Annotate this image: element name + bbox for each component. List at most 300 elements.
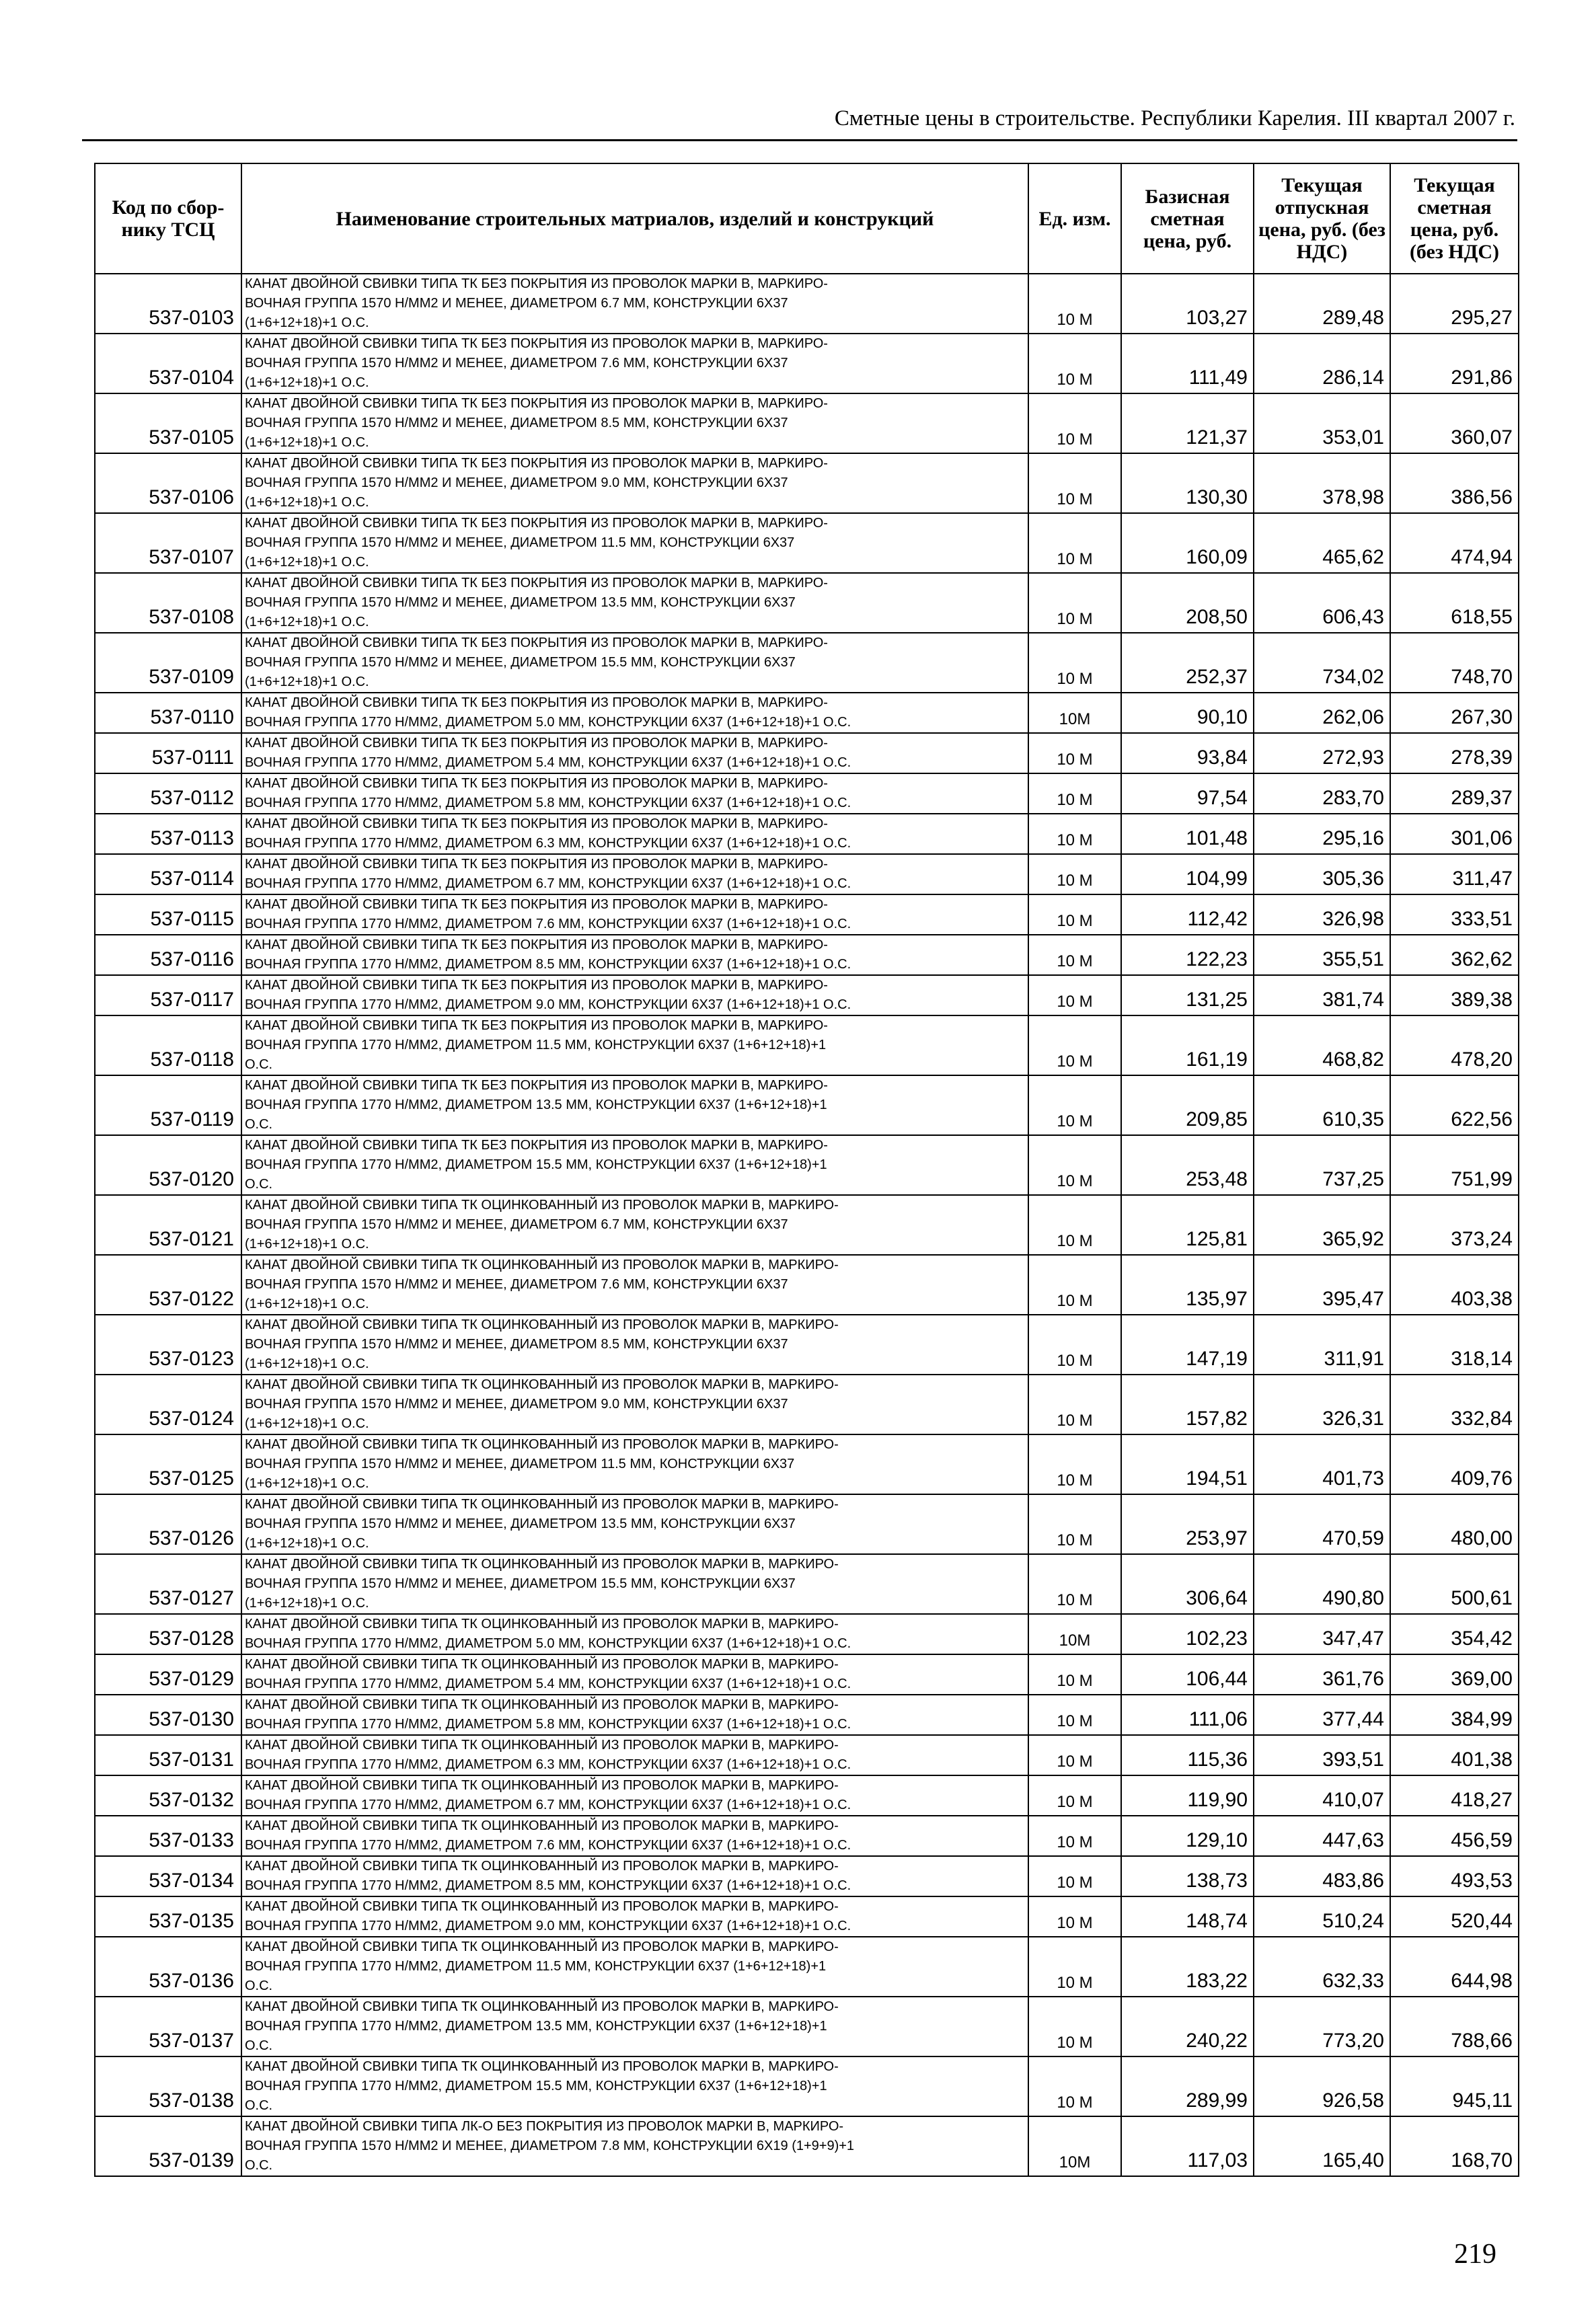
release-price: 283,70 <box>1254 773 1390 814</box>
base-price: 147,19 <box>1121 1315 1254 1375</box>
base-price: 111,49 <box>1121 334 1254 393</box>
unit-of-measure: 10 М <box>1028 633 1121 693</box>
release-price: 326,98 <box>1254 894 1390 935</box>
release-price: 773,20 <box>1254 1997 1390 2056</box>
current-price: 168,70 <box>1390 2116 1519 2176</box>
material-code: 537-0117 <box>95 975 241 1015</box>
material-name <box>241 1997 1028 2056</box>
material-name-line: ВОЧНАЯ ГРУППА 1570 Н/ММ2 И МЕНЕЕ, ДИАМЕТРОМ 6.7 ММ, КОНСТРУКЦИИ 6Х37 <box>245 296 788 311</box>
base-price: 122,23 <box>1121 935 1254 975</box>
material-name <box>241 1015 1028 1075</box>
current-price: 386,56 <box>1390 453 1519 513</box>
material-name <box>241 1375 1028 1434</box>
material-name <box>241 1195 1028 1255</box>
material-code: 537-0125 <box>95 1434 241 1494</box>
table-row <box>95 1654 1519 1695</box>
material-name-line: ВОЧНАЯ ГРУППА 1770 Н/ММ2, ДИАМЕТРОМ 5.0 ММ, КОНСТРУКЦИИ 6Х37 (1+6+12+18)+1 О.С. <box>245 715 851 730</box>
material-code: 537-0114 <box>95 854 241 894</box>
material-code: 537-0126 <box>95 1494 241 1554</box>
material-name-line: КАНАТ ДВОЙНОЙ СВИВКИ ТИПА ТК БЕЗ ПОКРЫТИЯ ИЗ ПРОВОЛОК МАРКИ В, МАРКИРО- <box>245 396 828 411</box>
material-name <box>241 1816 1028 1856</box>
unit-of-measure: 10 М <box>1028 1195 1121 1255</box>
material-name-line: ВОЧНАЯ ГРУППА 1770 Н/ММ2, ДИАМЕТРОМ 5.8 ММ, КОНСТРУКЦИИ 6Х37 (1+6+12+18)+1 О.С. <box>245 1717 851 1732</box>
material-code: 537-0116 <box>95 935 241 975</box>
release-price: 734,02 <box>1254 633 1390 693</box>
table-row <box>95 1434 1519 1494</box>
table-row <box>95 733 1519 773</box>
material-code: 537-0128 <box>95 1614 241 1654</box>
material-name-line: ВОЧНАЯ ГРУППА 1770 Н/ММ2, ДИАМЕТРОМ 11.5 ММ, КОНСТРУКЦИИ 6Х37 (1+6+12+18)+1 <box>245 1038 827 1052</box>
material-name-line: КАНАТ ДВОЙНОЙ СВИВКИ ТИПА ТК БЕЗ ПОКРЫТИЯ ИЗ ПРОВОЛОК МАРКИ В, МАРКИРО- <box>245 937 828 952</box>
unit-of-measure: 10 М <box>1028 894 1121 935</box>
unit-of-measure: 10 М <box>1028 1896 1121 1937</box>
material-name-line: ВОЧНАЯ ГРУППА 1570 Н/ММ2 И МЕНЕЕ, ДИАМЕТРОМ 9.0 ММ, КОНСТРУКЦИИ 6Х37 <box>245 1397 788 1412</box>
material-code: 537-0127 <box>95 1554 241 1614</box>
material-name-line: ВОЧНАЯ ГРУППА 1770 Н/ММ2, ДИАМЕТРОМ 15.5 ММ, КОНСТРУКЦИИ 6Х37 (1+6+12+18)+1 <box>245 2079 827 2093</box>
current-price: 456,59 <box>1390 1816 1519 1856</box>
table-row <box>95 2056 1519 2116</box>
base-price: 111,06 <box>1121 1695 1254 1735</box>
material-name <box>241 1735 1028 1775</box>
material-name <box>241 1896 1028 1937</box>
material-name-line: ВОЧНАЯ ГРУППА 1570 Н/ММ2 И МЕНЕЕ, ДИАМЕТРОМ 8.5 ММ, КОНСТРУКЦИИ 6Х37 <box>245 1337 788 1352</box>
material-name <box>241 1434 1028 1494</box>
table-row <box>95 1195 1519 1255</box>
base-price: 253,48 <box>1121 1135 1254 1195</box>
release-price: 395,47 <box>1254 1255 1390 1315</box>
material-name-line: КАНАТ ДВОЙНОЙ СВИВКИ ТИПА ТК ОЦИНКОВАННЫЙ ИЗ ПРОВОЛОК МАРКИ В, МАРКИРО- <box>245 1738 839 1753</box>
unit-of-measure: 10 М <box>1028 1735 1121 1775</box>
current-price: 295,27 <box>1390 274 1519 334</box>
release-price: 272,93 <box>1254 733 1390 773</box>
material-name <box>241 814 1028 854</box>
base-price: 97,54 <box>1121 773 1254 814</box>
material-name-line: (1+6+12+18)+1 О.С. <box>245 435 369 450</box>
current-price: 401,38 <box>1390 1735 1519 1775</box>
unit-of-measure: 10М <box>1028 693 1121 733</box>
base-price: 101,48 <box>1121 814 1254 854</box>
material-name <box>241 1135 1028 1195</box>
base-price: 115,36 <box>1121 1735 1254 1775</box>
material-name-line: ВОЧНАЯ ГРУППА 1770 Н/ММ2, ДИАМЕТРОМ 6.3 ММ, КОНСТРУКЦИИ 6Х37 (1+6+12+18)+1 О.С. <box>245 836 851 851</box>
material-name-line: (1+6+12+18)+1 О.С. <box>245 375 369 390</box>
table-row <box>95 935 1519 975</box>
material-code: 537-0115 <box>95 894 241 935</box>
release-price: 361,76 <box>1254 1654 1390 1695</box>
unit-of-measure: 10 М <box>1028 1816 1121 1856</box>
material-code: 537-0124 <box>95 1375 241 1434</box>
release-price: 381,74 <box>1254 975 1390 1015</box>
table-row <box>95 1735 1519 1775</box>
table-row <box>95 814 1519 854</box>
current-price: 333,51 <box>1390 894 1519 935</box>
material-name-line: ВОЧНАЯ ГРУППА 1770 Н/ММ2, ДИАМЕТРОМ 9.0 ММ, КОНСТРУКЦИИ 6Х37 (1+6+12+18)+1 О.С. <box>245 997 851 1012</box>
table-row <box>95 1315 1519 1375</box>
material-code: 537-0133 <box>95 1816 241 1856</box>
material-name-line: ВОЧНАЯ ГРУППА 1570 Н/ММ2 И МЕНЕЕ, ДИАМЕТРОМ 15.5 ММ, КОНСТРУКЦИИ 6Х37 <box>245 1576 796 1591</box>
release-price: 326,31 <box>1254 1375 1390 1434</box>
material-name-line: О.С. <box>245 2098 273 2113</box>
material-name <box>241 1494 1028 1554</box>
material-name-line: (1+6+12+18)+1 О.С. <box>245 675 369 689</box>
material-name-line: ВОЧНАЯ ГРУППА 1770 Н/ММ2, ДИАМЕТРОМ 6.3 ММ, КОНСТРУКЦИИ 6Х37 (1+6+12+18)+1 О.С. <box>245 1757 851 1772</box>
release-price: 295,16 <box>1254 814 1390 854</box>
material-code: 537-0107 <box>95 513 241 573</box>
material-code: 537-0137 <box>95 1997 241 2056</box>
table-row <box>95 2116 1519 2176</box>
material-name-line: ВОЧНАЯ ГРУППА 1770 Н/ММ2, ДИАМЕТРОМ 8.5 ММ, КОНСТРУКЦИИ 6Х37 (1+6+12+18)+1 О.С. <box>245 957 851 972</box>
material-name-line: О.С. <box>245 1057 273 1072</box>
material-code: 537-0105 <box>95 393 241 453</box>
release-price: 347,47 <box>1254 1614 1390 1654</box>
col-header-base-price: Базисная сметная цена, руб. <box>1121 163 1254 274</box>
unit-of-measure: 10 М <box>1028 1856 1121 1896</box>
material-name-line: ВОЧНАЯ ГРУППА 1770 Н/ММ2, ДИАМЕТРОМ 13.5 ММ, КОНСТРУКЦИИ 6Х37 (1+6+12+18)+1 <box>245 1098 827 1112</box>
material-name-line: КАНАТ ДВОЙНОЙ СВИВКИ ТИПА ТК ОЦИНКОВАННЫЙ ИЗ ПРОВОЛОК МАРКИ В, МАРКИРО- <box>245 1818 839 1833</box>
material-code: 537-0111 <box>95 733 241 773</box>
material-name <box>241 1695 1028 1735</box>
col-header-code: Код по сбор-нику ТСЦ <box>95 163 241 274</box>
current-price: 318,14 <box>1390 1315 1519 1375</box>
base-price: 112,42 <box>1121 894 1254 935</box>
base-price: 306,64 <box>1121 1554 1254 1614</box>
base-price: 161,19 <box>1121 1015 1254 1075</box>
material-code: 537-0129 <box>95 1654 241 1695</box>
unit-of-measure: 10 М <box>1028 1135 1121 1195</box>
material-name-line: КАНАТ ДВОЙНОЙ СВИВКИ ТИПА ТК ОЦИНКОВАННЫЙ ИЗ ПРОВОЛОК МАРКИ В, МАРКИРО- <box>245 1258 839 1272</box>
material-name-line: ВОЧНАЯ ГРУППА 1770 Н/ММ2, ДИАМЕТРОМ 7.6 ММ, КОНСТРУКЦИИ 6Х37 (1+6+12+18)+1 О.С. <box>245 1838 851 1853</box>
col-header-current-price: Текущая сметная цена, руб. (без НДС) <box>1390 163 1519 274</box>
unit-of-measure: 10 М <box>1028 854 1121 894</box>
material-name-line: КАНАТ ДВОЙНОЙ СВИВКИ ТИПА ЛК-О БЕЗ ПОКРЫТИЯ ИЗ ПРОВОЛОК МАРКИ В, МАРКИРО- <box>245 2119 844 2134</box>
base-price: 135,97 <box>1121 1255 1254 1315</box>
material-code: 537-0113 <box>95 814 241 854</box>
col-header-unit: Ед. изм. <box>1028 163 1121 274</box>
base-price: 131,25 <box>1121 975 1254 1015</box>
page-number: 219 <box>1454 2239 1496 2270</box>
material-name-line: КАНАТ ДВОЙНОЙ СВИВКИ ТИПА ТК ОЦИНКОВАННЫЙ ИЗ ПРОВОЛОК МАРКИ В, МАРКИРО- <box>245 1657 839 1672</box>
current-price: 332,84 <box>1390 1375 1519 1434</box>
material-name <box>241 1775 1028 1816</box>
table-row <box>95 1135 1519 1195</box>
material-name-line: (1+6+12+18)+1 О.С. <box>245 1596 369 1611</box>
material-name <box>241 2056 1028 2116</box>
material-name-line: ВОЧНАЯ ГРУППА 1770 Н/ММ2, ДИАМЕТРОМ 13.5 ММ, КОНСТРУКЦИИ 6Х37 (1+6+12+18)+1 <box>245 2019 827 2034</box>
current-price: 301,06 <box>1390 814 1519 854</box>
release-price: 490,80 <box>1254 1554 1390 1614</box>
material-name <box>241 633 1028 693</box>
unit-of-measure: 10 М <box>1028 1375 1121 1434</box>
current-price: 618,55 <box>1390 573 1519 633</box>
material-name <box>241 733 1028 773</box>
release-price: 262,06 <box>1254 693 1390 733</box>
material-name-line: КАНАТ ДВОЙНОЙ СВИВКИ ТИПА ТК ОЦИНКОВАННЫЙ ИЗ ПРОВОЛОК МАРКИ В, МАРКИРО- <box>245 1999 839 2014</box>
table-row <box>95 274 1519 334</box>
unit-of-measure: 10 М <box>1028 1494 1121 1554</box>
current-price: 945,11 <box>1390 2056 1519 2116</box>
material-name-line: КАНАТ ДВОЙНОЙ СВИВКИ ТИПА ТК БЕЗ ПОКРЫТИЯ ИЗ ПРОВОЛОК МАРКИ В, МАРКИРО- <box>245 516 828 531</box>
material-name-line: (1+6+12+18)+1 О.С. <box>245 615 369 629</box>
release-price: 510,24 <box>1254 1896 1390 1937</box>
material-name-line: КАНАТ ДВОЙНОЙ СВИВКИ ТИПА ТК ОЦИНКОВАННЫЙ ИЗ ПРОВОЛОК МАРКИ В, МАРКИРО- <box>245 1377 839 1392</box>
base-price: 240,22 <box>1121 1997 1254 2056</box>
release-price: 737,25 <box>1254 1135 1390 1195</box>
material-name-line: КАНАТ ДВОЙНОЙ СВИВКИ ТИПА ТК ОЦИНКОВАННЫЙ ИЗ ПРОВОЛОК МАРКИ В, МАРКИРО- <box>245 1939 839 1954</box>
unit-of-measure: 10 М <box>1028 1315 1121 1375</box>
current-price: 788,66 <box>1390 1997 1519 2056</box>
material-name-line: ВОЧНАЯ ГРУППА 1570 Н/ММ2 И МЕНЕЕ, ДИАМЕТРОМ 7.6 ММ, КОНСТРУКЦИИ 6Х37 <box>245 1277 788 1292</box>
unit-of-measure: 10 М <box>1028 573 1121 633</box>
table-row <box>95 513 1519 573</box>
base-price: 209,85 <box>1121 1075 1254 1135</box>
material-name-line: КАНАТ ДВОЙНОЙ СВИВКИ ТИПА ТК БЕЗ ПОКРЫТИЯ ИЗ ПРОВОЛОК МАРКИ В, МАРКИРО- <box>245 576 828 590</box>
base-price: 138,73 <box>1121 1856 1254 1896</box>
material-code: 537-0136 <box>95 1937 241 1997</box>
unit-of-measure: 10 М <box>1028 1554 1121 1614</box>
material-name-line: (1+6+12+18)+1 О.С. <box>245 315 369 330</box>
material-code: 537-0135 <box>95 1896 241 1937</box>
material-name <box>241 1856 1028 1896</box>
unit-of-measure: 10 М <box>1028 1695 1121 1735</box>
release-price: 483,86 <box>1254 1856 1390 1896</box>
material-name-line: КАНАТ ДВОЙНОЙ СВИВКИ ТИПА ТК БЕЗ ПОКРЫТИЯ ИЗ ПРОВОЛОК МАРКИ В, МАРКИРО- <box>245 636 828 650</box>
material-name-line: (1+6+12+18)+1 О.С. <box>245 1476 369 1491</box>
material-name-line: ВОЧНАЯ ГРУППА 1570 Н/ММ2 И МЕНЕЕ, ДИАМЕТРОМ 9.0 ММ, КОНСТРУКЦИИ 6Х37 <box>245 475 788 490</box>
table-row <box>95 1937 1519 1997</box>
release-price: 468,82 <box>1254 1015 1390 1075</box>
material-name-line: КАНАТ ДВОЙНОЙ СВИВКИ ТИПА ТК БЕЗ ПОКРЫТИЯ ИЗ ПРОВОЛОК МАРКИ В, МАРКИРО- <box>245 776 828 791</box>
material-name-line: ВОЧНАЯ ГРУППА 1770 Н/ММ2, ДИАМЕТРОМ 6.7 ММ, КОНСТРУКЦИИ 6Х37 (1+6+12+18)+1 О.С. <box>245 876 851 891</box>
current-price: 389,38 <box>1390 975 1519 1015</box>
material-name-line: КАНАТ ДВОЙНОЙ СВИВКИ ТИПА ТК ОЦИНКОВАННЫЙ ИЗ ПРОВОЛОК МАРКИ В, МАРКИРО- <box>245 2059 839 2074</box>
material-name <box>241 1614 1028 1654</box>
material-name-line: КАНАТ ДВОЙНОЙ СВИВКИ ТИПА ТК БЕЗ ПОКРЫТИЯ ИЗ ПРОВОЛОК МАРКИ В, МАРКИРО- <box>245 897 828 912</box>
material-name-line: ВОЧНАЯ ГРУППА 1770 Н/ММ2, ДИАМЕТРОМ 6.7 ММ, КОНСТРУКЦИИ 6Х37 (1+6+12+18)+1 О.С. <box>245 1798 851 1812</box>
base-price: 104,99 <box>1121 854 1254 894</box>
material-name-line: ВОЧНАЯ ГРУППА 1570 Н/ММ2 И МЕНЕЕ, ДИАМЕТРОМ 8.5 ММ, КОНСТРУКЦИИ 6Х37 <box>245 416 788 430</box>
material-name <box>241 693 1028 733</box>
material-code: 537-0103 <box>95 274 241 334</box>
release-price: 632,33 <box>1254 1937 1390 1997</box>
table-body <box>95 274 1519 2176</box>
unit-of-measure: 10 М <box>1028 1075 1121 1135</box>
material-code: 537-0109 <box>95 633 241 693</box>
material-name <box>241 573 1028 633</box>
material-name-line: КАНАТ ДВОЙНОЙ СВИВКИ ТИПА ТК БЕЗ ПОКРЫТИЯ ИЗ ПРОВОЛОК МАРКИ В, МАРКИРО- <box>245 736 828 751</box>
material-name <box>241 453 1028 513</box>
unit-of-measure: 10 М <box>1028 814 1121 854</box>
release-price: 606,43 <box>1254 573 1390 633</box>
material-name <box>241 2116 1028 2176</box>
material-name <box>241 773 1028 814</box>
material-code: 537-0121 <box>95 1195 241 1255</box>
running-header: Сметные цены в строительстве. Республики Карелия. III квартал 2007 г. <box>834 106 1515 130</box>
material-name <box>241 1255 1028 1315</box>
material-name-line: ВОЧНАЯ ГРУППА 1770 Н/ММ2, ДИАМЕТРОМ 11.5 ММ, КОНСТРУКЦИИ 6Х37 (1+6+12+18)+1 <box>245 1959 827 1974</box>
material-name-line: КАНАТ ДВОЙНОЙ СВИВКИ ТИПА ТК ОЦИНКОВАННЫЙ ИЗ ПРОВОЛОК МАРКИ В, МАРКИРО- <box>245 1198 839 1213</box>
unit-of-measure: 10 М <box>1028 975 1121 1015</box>
material-name <box>241 1315 1028 1375</box>
release-price: 401,73 <box>1254 1434 1390 1494</box>
current-price: 480,00 <box>1390 1494 1519 1554</box>
current-price: 362,62 <box>1390 935 1519 975</box>
current-price: 493,53 <box>1390 1856 1519 1896</box>
material-name <box>241 1937 1028 1997</box>
material-code: 537-0122 <box>95 1255 241 1315</box>
current-price: 520,44 <box>1390 1896 1519 1937</box>
material-name-line: КАНАТ ДВОЙНОЙ СВИВКИ ТИПА ТК БЕЗ ПОКРЫТИЯ ИЗ ПРОВОЛОК МАРКИ В, МАРКИРО- <box>245 978 828 993</box>
current-price: 409,76 <box>1390 1434 1519 1494</box>
table-row <box>95 1775 1519 1816</box>
base-price: 102,23 <box>1121 1614 1254 1654</box>
release-price: 355,51 <box>1254 935 1390 975</box>
current-price: 478,20 <box>1390 1015 1519 1075</box>
material-name <box>241 894 1028 935</box>
base-price: 148,74 <box>1121 1896 1254 1937</box>
material-name-line: О.С. <box>245 1978 273 1993</box>
material-name <box>241 1554 1028 1614</box>
unit-of-measure: 10 М <box>1028 513 1121 573</box>
release-price: 378,98 <box>1254 453 1390 513</box>
base-price: 117,03 <box>1121 2116 1254 2176</box>
base-price: 93,84 <box>1121 733 1254 773</box>
material-name <box>241 1075 1028 1135</box>
release-price: 365,92 <box>1254 1195 1390 1255</box>
base-price: 125,81 <box>1121 1195 1254 1255</box>
material-name <box>241 334 1028 393</box>
unit-of-measure: 10 М <box>1028 1654 1121 1695</box>
current-price: 748,70 <box>1390 633 1519 693</box>
release-price: 165,40 <box>1254 2116 1390 2176</box>
release-price: 393,51 <box>1254 1735 1390 1775</box>
material-name-line: ВОЧНАЯ ГРУППА 1770 Н/ММ2, ДИАМЕТРОМ 5.4 ММ, КОНСТРУКЦИИ 6Х37 (1+6+12+18)+1 О.С. <box>245 755 851 770</box>
current-price: 644,98 <box>1390 1937 1519 1997</box>
header-row <box>95 163 1519 274</box>
material-name <box>241 975 1028 1015</box>
unit-of-measure: 10М <box>1028 1614 1121 1654</box>
table-row <box>95 1255 1519 1315</box>
material-name-line: КАНАТ ДВОЙНОЙ СВИВКИ ТИПА ТК БЕЗ ПОКРЫТИЯ ИЗ ПРОВОЛОК МАРКИ В, МАРКИРО- <box>245 336 828 351</box>
material-name-line: КАНАТ ДВОЙНОЙ СВИВКИ ТИПА ТК ОЦИНКОВАННЫЙ ИЗ ПРОВОЛОК МАРКИ В, МАРКИРО- <box>245 1899 839 1914</box>
material-name-line: (1+6+12+18)+1 О.С. <box>245 495 369 510</box>
material-name <box>241 935 1028 975</box>
unit-of-measure: 10М <box>1028 2116 1121 2176</box>
table-row <box>95 1015 1519 1075</box>
header-rule <box>82 139 1517 141</box>
material-name-line: КАНАТ ДВОЙНОЙ СВИВКИ ТИПА ТК БЕЗ ПОКРЫТИЯ ИЗ ПРОВОЛОК МАРКИ В, МАРКИРО- <box>245 695 828 710</box>
material-name-line: ВОЧНАЯ ГРУППА 1570 Н/ММ2 И МЕНЕЕ, ДИАМЕТРОМ 11.5 ММ, КОНСТРУКЦИИ 6Х37 <box>245 535 795 550</box>
table-row <box>95 334 1519 393</box>
table-row <box>95 1896 1519 1937</box>
material-name-line: КАНАТ ДВОЙНОЙ СВИВКИ ТИПА ТК ОЦИНКОВАННЫЙ ИЗ ПРОВОЛОК МАРКИ В, МАРКИРО- <box>245 1557 839 1572</box>
current-price: 622,56 <box>1390 1075 1519 1135</box>
material-name-line: ВОЧНАЯ ГРУППА 1570 Н/ММ2 И МЕНЕЕ, ДИАМЕТРОМ 7.6 ММ, КОНСТРУКЦИИ 6Х37 <box>245 356 788 371</box>
material-name-line: (1+6+12+18)+1 О.С. <box>245 1297 369 1311</box>
current-price: 369,00 <box>1390 1654 1519 1695</box>
release-price: 410,07 <box>1254 1775 1390 1816</box>
base-price: 119,90 <box>1121 1775 1254 1816</box>
material-name-line: ВОЧНАЯ ГРУППА 1770 Н/ММ2, ДИАМЕТРОМ 5.8 ММ, КОНСТРУКЦИИ 6Х37 (1+6+12+18)+1 О.С. <box>245 796 851 810</box>
unit-of-measure: 10 М <box>1028 773 1121 814</box>
current-price: 751,99 <box>1390 1135 1519 1195</box>
base-price: 103,27 <box>1121 274 1254 334</box>
material-code: 537-0110 <box>95 693 241 733</box>
table-row <box>95 453 1519 513</box>
current-price: 384,99 <box>1390 1695 1519 1735</box>
material-name-line: КАНАТ ДВОЙНОЙ СВИВКИ ТИПА ТК БЕЗ ПОКРЫТИЯ ИЗ ПРОВОЛОК МАРКИ В, МАРКИРО- <box>245 1138 828 1153</box>
unit-of-measure: 10 М <box>1028 453 1121 513</box>
table-row <box>95 1494 1519 1554</box>
material-name-line: О.С. <box>245 2158 273 2173</box>
table-row <box>95 1816 1519 1856</box>
base-price: 208,50 <box>1121 573 1254 633</box>
current-price: 500,61 <box>1390 1554 1519 1614</box>
table-row <box>95 633 1519 693</box>
material-name-line: ВОЧНАЯ ГРУППА 1770 Н/ММ2, ДИАМЕТРОМ 7.6 ММ, КОНСТРУКЦИИ 6Х37 (1+6+12+18)+1 О.С. <box>245 917 851 931</box>
material-name <box>241 1654 1028 1695</box>
base-price: 289,99 <box>1121 2056 1254 2116</box>
material-name-line: О.С. <box>245 1117 273 1132</box>
current-price: 311,47 <box>1390 854 1519 894</box>
table-header <box>95 163 1519 274</box>
base-price: 130,30 <box>1121 453 1254 513</box>
material-name <box>241 393 1028 453</box>
release-price: 305,36 <box>1254 854 1390 894</box>
material-name-line: (1+6+12+18)+1 О.С. <box>245 1416 369 1431</box>
release-price: 377,44 <box>1254 1695 1390 1735</box>
release-price: 470,59 <box>1254 1494 1390 1554</box>
material-name-line: КАНАТ ДВОЙНОЙ СВИВКИ ТИПА ТК БЕЗ ПОКРЫТИЯ ИЗ ПРОВОЛОК МАРКИ В, МАРКИРО- <box>245 816 828 831</box>
material-name-line: (1+6+12+18)+1 О.С. <box>245 555 369 570</box>
material-name-line: ВОЧНАЯ ГРУППА 1770 Н/ММ2, ДИАМЕТРОМ 8.5 ММ, КОНСТРУКЦИИ 6Х37 (1+6+12+18)+1 О.С. <box>245 1878 851 1893</box>
table-row <box>95 1856 1519 1896</box>
col-header-release-price: Текущая отпускная цена, руб. (без НДС) <box>1254 163 1390 274</box>
base-price: 160,09 <box>1121 513 1254 573</box>
material-name-line: О.С. <box>245 1177 273 1192</box>
unit-of-measure: 10 М <box>1028 1255 1121 1315</box>
material-code: 537-0106 <box>95 453 241 513</box>
material-code: 537-0112 <box>95 773 241 814</box>
current-price: 291,86 <box>1390 334 1519 393</box>
material-name-line: ВОЧНАЯ ГРУППА 1570 Н/ММ2 И МЕНЕЕ, ДИАМЕТРОМ 13.5 ММ, КОНСТРУКЦИИ 6Х37 <box>245 1516 796 1531</box>
base-price: 157,82 <box>1121 1375 1254 1434</box>
material-name-line: ВОЧНАЯ ГРУППА 1770 Н/ММ2, ДИАМЕТРОМ 9.0 ММ, КОНСТРУКЦИИ 6Х37 (1+6+12+18)+1 О.С. <box>245 1919 851 1933</box>
unit-of-measure: 10 М <box>1028 935 1121 975</box>
material-name-line: ВОЧНАЯ ГРУППА 1570 Н/ММ2 И МЕНЕЕ, ДИАМЕТРОМ 6.7 ММ, КОНСТРУКЦИИ 6Х37 <box>245 1217 788 1232</box>
current-price: 418,27 <box>1390 1775 1519 1816</box>
table-row <box>95 1375 1519 1434</box>
release-price: 465,62 <box>1254 513 1390 573</box>
unit-of-measure: 10 М <box>1028 733 1121 773</box>
base-price: 129,10 <box>1121 1816 1254 1856</box>
base-price: 253,97 <box>1121 1494 1254 1554</box>
material-code: 537-0132 <box>95 1775 241 1816</box>
material-name-line: (1+6+12+18)+1 О.С. <box>245 1237 369 1252</box>
table-row <box>95 975 1519 1015</box>
unit-of-measure: 10 М <box>1028 1775 1121 1816</box>
release-price: 926,58 <box>1254 2056 1390 2116</box>
current-price: 289,37 <box>1390 773 1519 814</box>
table-row <box>95 854 1519 894</box>
material-name-line: КАНАТ ДВОЙНОЙ СВИВКИ ТИПА ТК ОЦИНКОВАННЫЙ ИЗ ПРОВОЛОК МАРКИ В, МАРКИРО- <box>245 1778 839 1793</box>
material-name-line: ВОЧНАЯ ГРУППА 1770 Н/ММ2, ДИАМЕТРОМ 5.4 ММ, КОНСТРУКЦИИ 6Х37 (1+6+12+18)+1 О.С. <box>245 1677 851 1691</box>
unit-of-measure: 10 М <box>1028 1434 1121 1494</box>
table-row <box>95 393 1519 453</box>
table-row <box>95 1695 1519 1735</box>
table-row <box>95 573 1519 633</box>
material-code: 537-0139 <box>95 2116 241 2176</box>
price-table <box>94 163 1519 2177</box>
